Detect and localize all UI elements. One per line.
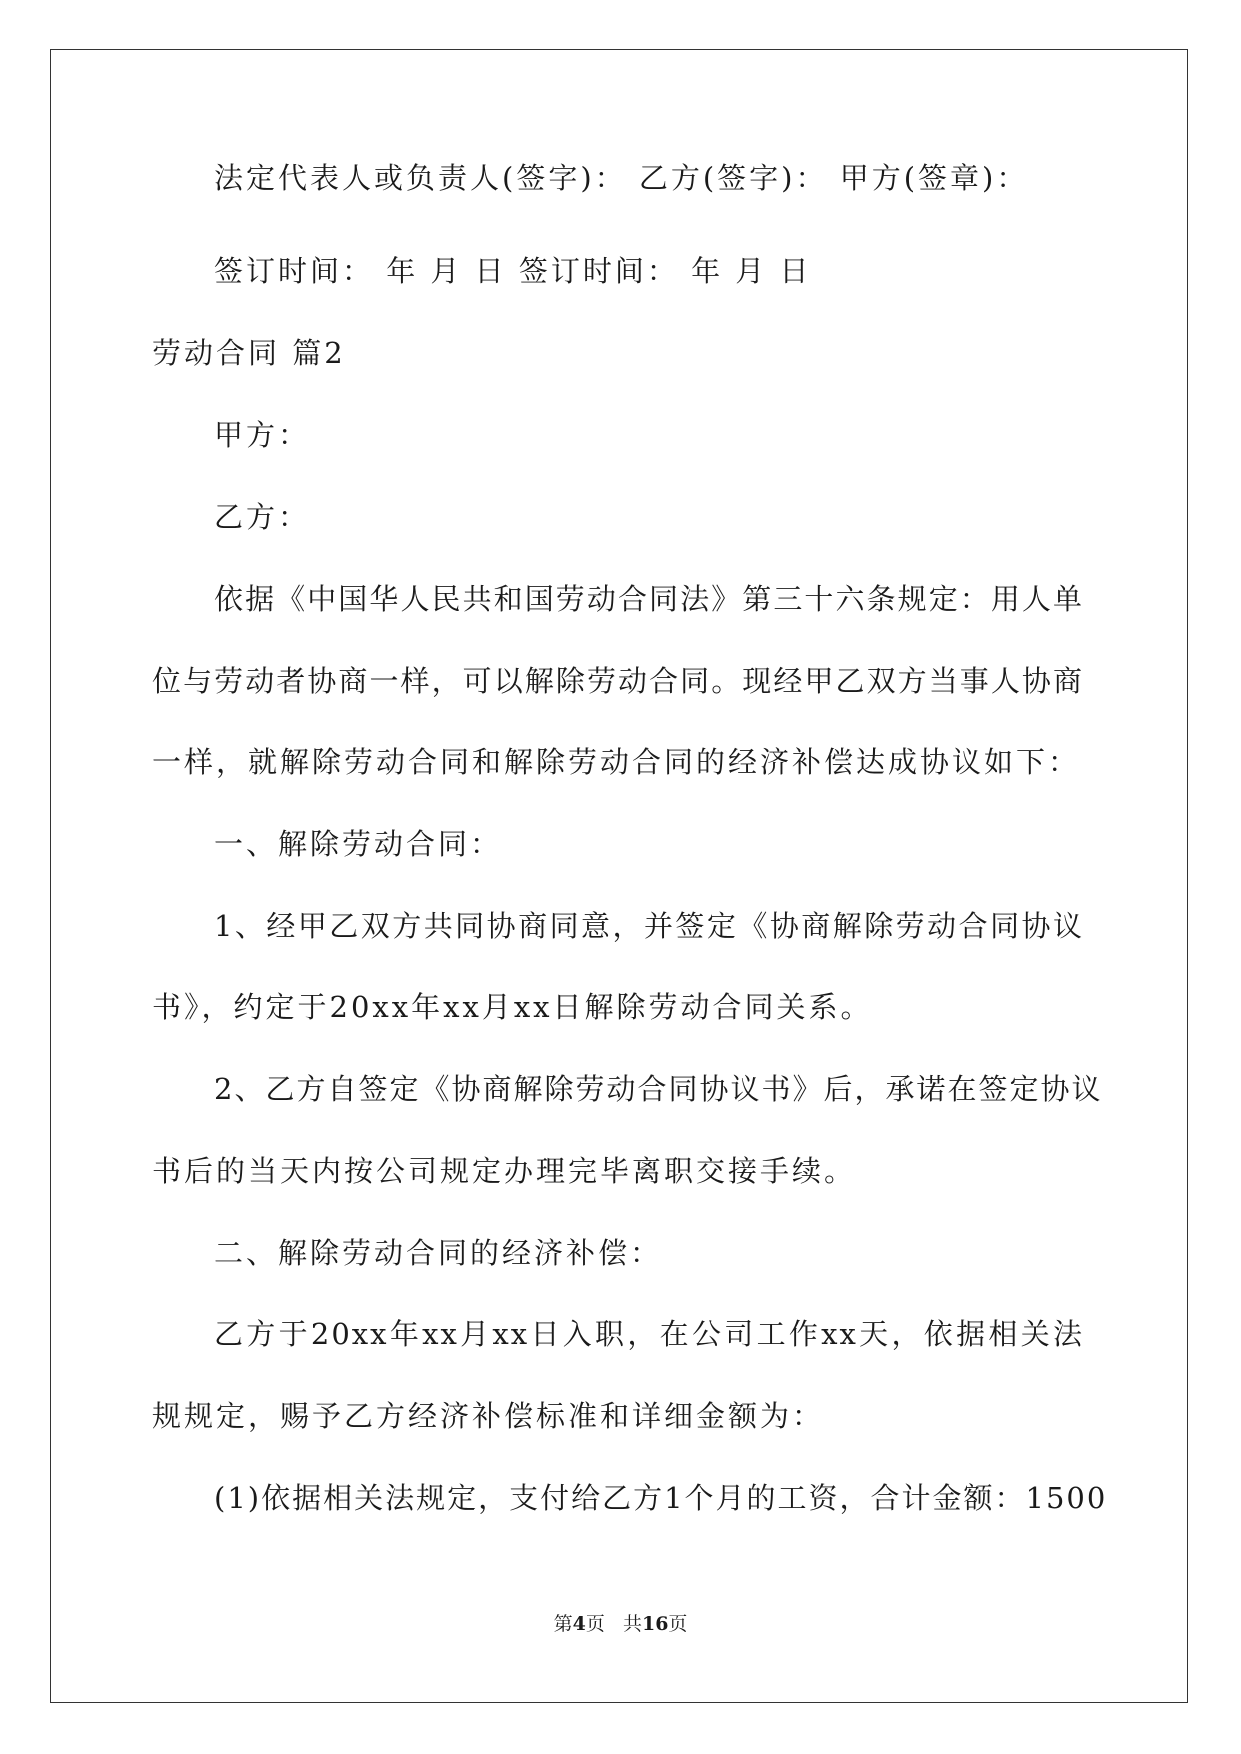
text-line: 依据《中国华人民共和国劳动合同法》第三十六条规定：用人单	[214, 582, 1084, 616]
text-line: 规规定，赐予乙方经济补偿标准和详细金额为：	[152, 1399, 825, 1433]
footer-total-prefix: 共	[622, 1613, 642, 1635]
text-line: 2、乙方自签定《协商解除劳动合同协议书》后，承诺在签定协议	[214, 1072, 1103, 1106]
text-line: (1)依据相关法规定，支付给乙方1个月的工资，合计金额：1500	[214, 1481, 1108, 1515]
page-footer	[0, 1612, 1241, 1636]
text-line: 签订时间： 年 月 日 签订时间： 年 月 日	[214, 254, 812, 288]
text-line: 一样，就解除劳动合同和解除劳动合同的经济补偿达成协议如下：	[152, 745, 1081, 779]
footer-page-suffix: 页	[585, 1613, 605, 1635]
text-line: 位与劳动者协商一样，可以解除劳动合同。现经甲乙双方当事人协商	[152, 664, 1084, 698]
text-line: 劳动合同 篇2	[152, 336, 346, 370]
text-line: 甲方：	[214, 418, 311, 452]
current-page-number: 4	[572, 1613, 586, 1635]
text-line: 一、解除劳动合同：	[214, 827, 503, 861]
text-line: 1、经甲乙双方共同协商同意，并签定《协商解除劳动合同协议	[214, 909, 1084, 943]
footer-prefix: 第	[553, 1613, 573, 1635]
text-line: 乙方于20xx年xx月xx日入职，在公司工作xx天，依据相关法	[214, 1317, 1084, 1351]
total-page-count: 16	[641, 1613, 669, 1635]
text-line: 法定代表人或负责人(签字)： 乙方(签字)： 甲方(签章)：	[214, 161, 1029, 195]
text-line: 乙方：	[214, 500, 311, 534]
page-border	[50, 49, 1188, 1703]
text-line: 书后的当天内按公司规定办理完毕离职交接手续。	[152, 1154, 857, 1188]
text-line: 二、解除劳动合同的经济补偿：	[214, 1236, 663, 1270]
text-line: 书》，约定于20xx年xx月xx日解除劳动合同关系。	[152, 990, 873, 1024]
footer-total-suffix: 页	[668, 1613, 688, 1635]
